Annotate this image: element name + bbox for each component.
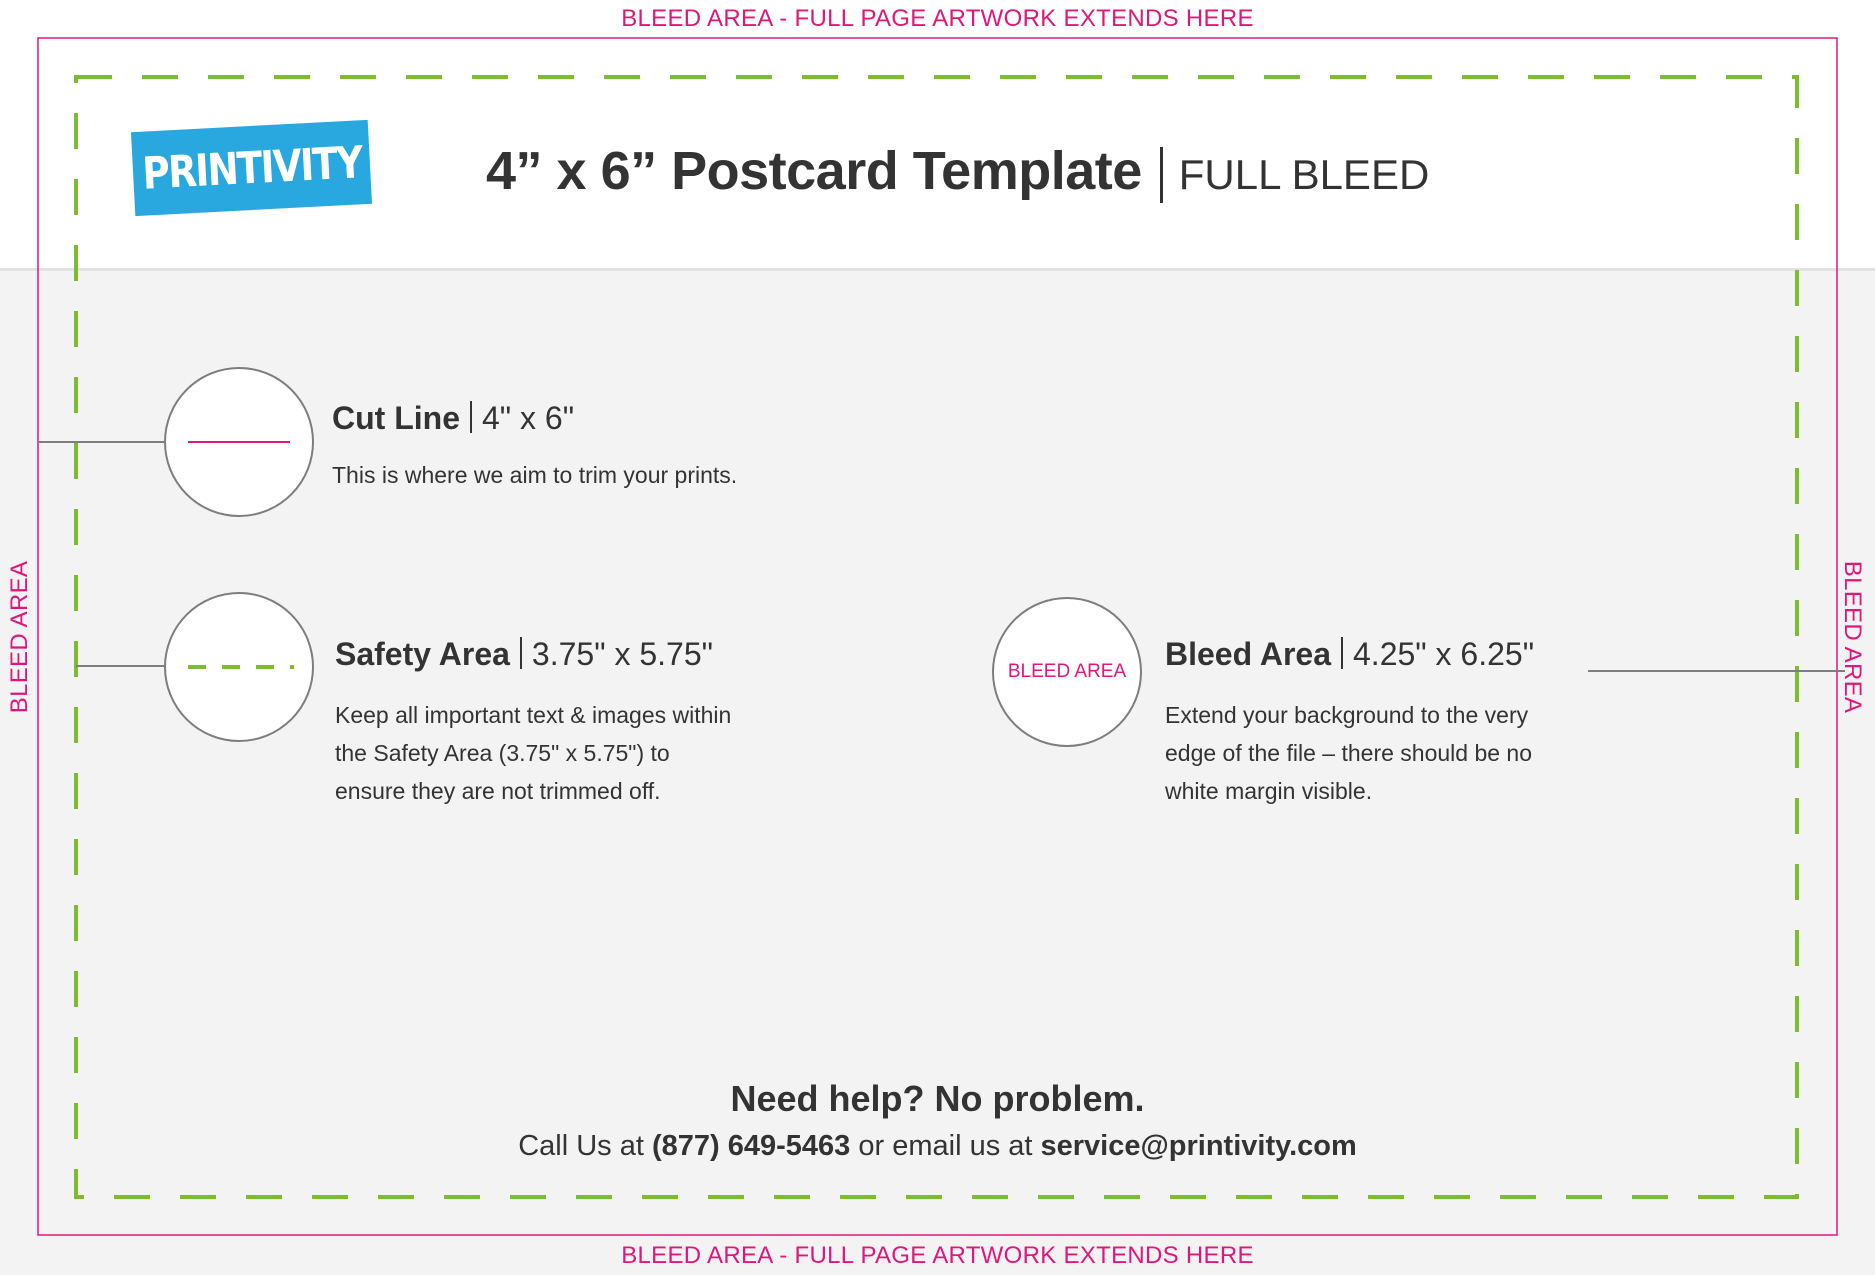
cut-line-icon: [164, 367, 314, 517]
safety-area-icon: [164, 592, 314, 742]
bleed-area-description-line: white margin visible.: [1165, 778, 1373, 804]
bleed-area-description: [1165, 696, 1532, 810]
safety-area-description: [335, 696, 731, 810]
page-title: [486, 140, 1429, 202]
phone-number[interactable]: (877) 649-5463: [651, 1130, 851, 1162]
safety-area-description-line: the Safety Area (3.75" x 5.75") to: [335, 740, 670, 766]
help-title: Need help? No problem.: [730, 1078, 1145, 1119]
bleed-label-left: BLEED AREA: [6, 560, 33, 714]
title-separator: [1160, 147, 1163, 203]
bleed-label-top: BLEED AREA - FULL PAGE ARTWORK EXTENDS HERE: [621, 5, 1254, 32]
cut-line-description: This is where we aim to trim your prints.: [332, 462, 738, 488]
title-main: 4” x 6” Postcard Template: [486, 141, 1142, 201]
cut-line-sample-icon: [166, 369, 312, 515]
help-contact-line: [0, 1130, 1875, 1163]
bleed-label-right: BLEED AREA: [1839, 560, 1866, 714]
bleed-area-size: 4.25" x 6.25": [1353, 636, 1535, 672]
safety-area-sample-icon: [166, 594, 312, 740]
bleed-area-circle-label: BLEED AREA: [1007, 661, 1127, 682]
cut-line-heading: [332, 400, 574, 437]
logo-text: PRINTIVITY: [140, 136, 363, 200]
printivity-logo: [131, 120, 372, 216]
bleed-area-description-line: Extend your background to the very: [1165, 702, 1529, 728]
bleed-area-heading: [1165, 636, 1534, 673]
safety-area-description-line: Keep all important text & images within: [335, 702, 732, 728]
email-prefix: or email us at: [858, 1130, 1033, 1162]
safety-area-name: Safety Area: [335, 636, 510, 672]
email-link[interactable]: service@printivity.com: [1040, 1130, 1357, 1162]
safety-area-heading: [335, 636, 713, 673]
title-sub: FULL BLEED: [1178, 151, 1430, 198]
cut-line-size: 4" x 6": [481, 400, 575, 436]
bleed-area-description-line: edge of the file – there should be no: [1165, 740, 1533, 766]
bleed-label-bottom: BLEED AREA - FULL PAGE ARTWORK EXTENDS HERE: [621, 1242, 1254, 1269]
cut-line-name: Cut Line: [332, 400, 460, 436]
bleed-area-icon: [992, 597, 1142, 747]
call-prefix: Call Us at: [518, 1130, 644, 1162]
bleed-area-name: Bleed Area: [1165, 636, 1331, 672]
safety-area-description-line: ensure they are not trimmed off.: [335, 778, 661, 804]
safety-area-size: 3.75" x 5.75": [531, 636, 713, 672]
